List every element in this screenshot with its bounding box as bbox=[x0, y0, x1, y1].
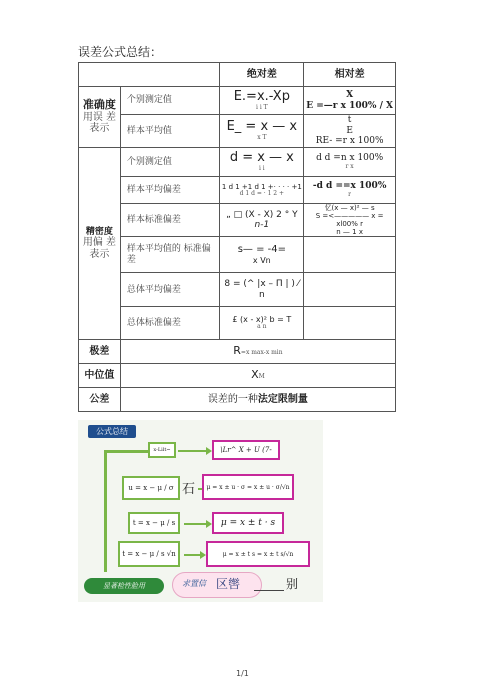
formula-subscript: i i bbox=[258, 165, 265, 173]
formula-result-4: μ = x ± t s = x ± t s/√n bbox=[206, 541, 310, 567]
formula-text: n — 1 x bbox=[336, 228, 363, 237]
header-absolute: 绝对差 bbox=[220, 63, 304, 87]
row-label-std-mean: 样本平均值的 标准偏差 bbox=[120, 237, 220, 273]
formula-text: 1 d 1 +1 d 1 +· · · · +1 bbox=[221, 182, 302, 191]
formula-dev-mean-rel bbox=[304, 177, 396, 204]
table-row bbox=[79, 388, 396, 412]
cloud-label: 求置信 bbox=[182, 579, 206, 588]
page-number: 1/1 bbox=[236, 669, 249, 678]
formula-mean-abs bbox=[220, 115, 304, 148]
tolerance-bold-text: 法定限制量 bbox=[257, 393, 308, 405]
cloud-word-2: 别 bbox=[286, 577, 299, 591]
formula-dev-individual-abs bbox=[220, 148, 304, 177]
row-label-individual: 个别测定值 bbox=[120, 87, 220, 115]
formula-box-1: x-Lilt~ bbox=[148, 442, 176, 458]
formula-text: 8 = (^ |x – Π | ) ⁄ n bbox=[224, 279, 300, 300]
formula-pop-mean-abs bbox=[220, 273, 304, 307]
table-header-row bbox=[79, 63, 396, 87]
panel-glyph: 石 bbox=[182, 482, 196, 497]
row-label-range: 极差 bbox=[79, 340, 121, 364]
arrow bbox=[178, 450, 208, 452]
table-row bbox=[79, 364, 396, 388]
formula-text: 忆(x — x)² — s bbox=[324, 204, 375, 212]
formula-text: E_ = x — x bbox=[226, 119, 298, 135]
table-row bbox=[79, 87, 396, 115]
table-row bbox=[79, 148, 396, 177]
row-label-pop-mean: 总体平均偏差 bbox=[120, 273, 220, 307]
table-row bbox=[79, 115, 396, 148]
tolerance-text: 误差的一种 bbox=[207, 393, 258, 405]
row-label-tolerance: 公差 bbox=[79, 388, 121, 412]
table-row bbox=[79, 273, 396, 307]
accuracy-sublabel: 用误 差表示 bbox=[82, 111, 117, 135]
row-label-dev-mean: 样本平均偏差 bbox=[120, 177, 220, 204]
table-row bbox=[79, 177, 396, 204]
formula-std-rel bbox=[304, 204, 396, 237]
formula-text: d = x — x bbox=[229, 150, 294, 166]
precision-sublabel: 用偏 差表示 bbox=[82, 237, 117, 260]
table-row bbox=[79, 237, 396, 273]
accuracy-group-cell bbox=[79, 87, 121, 148]
significance-test-label: 显著检性脸用 bbox=[84, 578, 164, 594]
panel-title: 公式总结 bbox=[88, 425, 136, 438]
table-row bbox=[79, 307, 396, 340]
formula-text: E bbox=[346, 125, 353, 136]
formula-subscript: x Vn bbox=[252, 255, 271, 265]
formula-subscript: r x bbox=[345, 162, 354, 170]
formula-pop-std-rel bbox=[304, 307, 396, 340]
arrow bbox=[184, 523, 208, 525]
header-blank bbox=[79, 63, 220, 87]
formula-text: X bbox=[251, 368, 259, 382]
document-title: 误差公式总结： bbox=[78, 45, 163, 59]
formula-summary-image bbox=[78, 420, 323, 602]
row-label-std: 样本标准偏差 bbox=[120, 204, 220, 237]
formula-result-1: \Lr^ X + U (7- bbox=[212, 440, 280, 460]
formula-std-abs bbox=[220, 204, 304, 237]
formula-text: t bbox=[347, 115, 352, 126]
formula-text: £ (x - x)² b = T bbox=[232, 315, 292, 325]
formula-text: R bbox=[233, 344, 241, 358]
tolerance-value bbox=[120, 388, 395, 412]
formula-box-3: t = x − μ / s bbox=[128, 512, 180, 534]
formula-text: d d =n x 100% bbox=[316, 153, 384, 164]
formula-subscript: n-1 bbox=[254, 220, 270, 231]
formula-text: „ □ (X - X) 2 ° Y bbox=[226, 209, 298, 220]
error-formula-table bbox=[78, 62, 396, 412]
row-label-mean: 样本平均值 bbox=[120, 115, 220, 148]
formula-text: -d d ==x 100% bbox=[312, 181, 387, 192]
header-relative: 相对差 bbox=[304, 63, 396, 87]
formula-dev-individual-rel bbox=[304, 148, 396, 177]
formula-subscript: d 1 d = · 1 2 + bbox=[239, 189, 285, 197]
formula-text: E =—r x 100% / X bbox=[306, 100, 394, 111]
formula-text: S =<————— x = xl00% r bbox=[315, 212, 384, 229]
accuracy-label: 准确度 bbox=[82, 98, 116, 112]
formula-box-2: u = x − μ / σ bbox=[122, 476, 180, 500]
formula-text: s— = -4= bbox=[237, 244, 286, 256]
table-row bbox=[79, 340, 396, 364]
precision-group-cell bbox=[79, 148, 121, 340]
cloud-word: 区辔 bbox=[216, 577, 241, 591]
formula-result-3: μ = x ± t · s bbox=[212, 512, 284, 534]
cloud-underline bbox=[254, 590, 284, 591]
formula-text: RE- =r x 100% bbox=[315, 136, 384, 147]
formula-range bbox=[120, 340, 395, 364]
row-label-dev-individual: 个别测定值 bbox=[120, 148, 220, 177]
formula-subscript: a n bbox=[257, 323, 267, 331]
formula-subscript: =x max-x min bbox=[240, 349, 283, 357]
formula-subscript: x T bbox=[257, 134, 267, 142]
formula-text: E.=x.-Xp bbox=[233, 88, 290, 104]
formula-std-mean-rel bbox=[304, 237, 396, 273]
table-row bbox=[79, 204, 396, 237]
formula-dev-mean-abs bbox=[220, 177, 304, 204]
formula-result-2: μ = x ± u · σ = x ± u · σ/√n bbox=[202, 474, 294, 500]
formula-mean-rel bbox=[304, 115, 396, 148]
formula-box-4: t = x − μ / s √n bbox=[118, 541, 180, 567]
precision-label: 精密度 bbox=[85, 226, 113, 237]
formula-subscript: r bbox=[348, 190, 352, 198]
formula-std-mean-abs bbox=[220, 237, 304, 273]
formula-subscript: M bbox=[258, 373, 265, 381]
formula-median bbox=[120, 364, 395, 388]
formula-pop-mean-rel bbox=[304, 273, 396, 307]
arrow bbox=[184, 554, 202, 556]
row-label-pop-std: 总体标准偏差 bbox=[120, 307, 220, 340]
row-label-median: 中位值 bbox=[79, 364, 121, 388]
formula-pop-std-abs bbox=[220, 307, 304, 340]
formula-subscript: i i T bbox=[256, 103, 268, 111]
formula-individual-rel bbox=[304, 87, 396, 115]
formula-text: X bbox=[346, 90, 354, 101]
formula-individual-abs bbox=[220, 87, 304, 115]
connector-line bbox=[104, 450, 107, 572]
connector-line bbox=[104, 450, 148, 453]
